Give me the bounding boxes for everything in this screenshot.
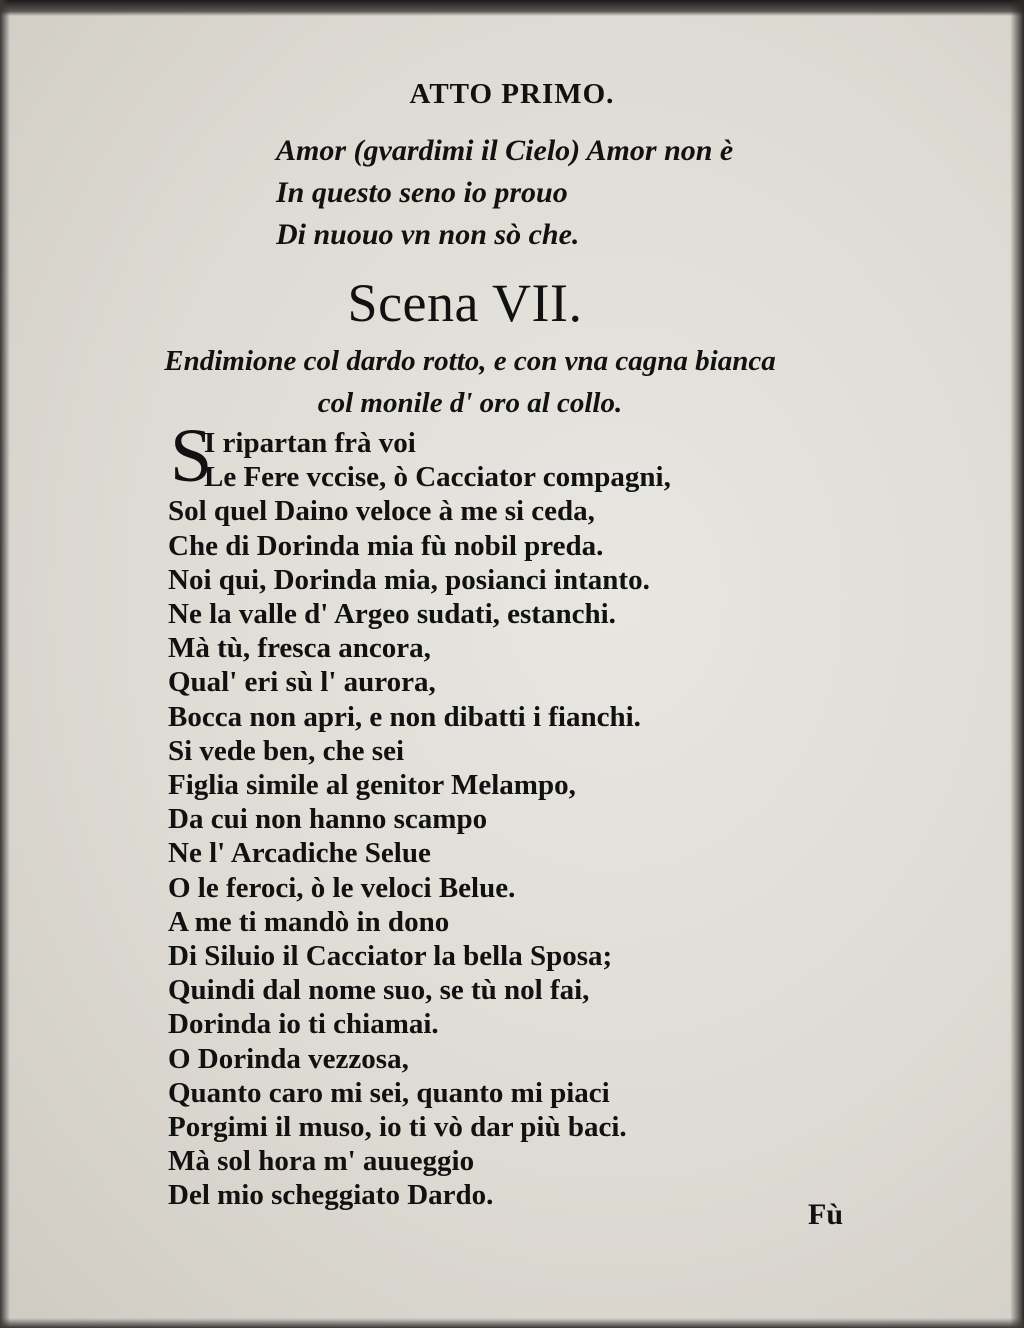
verse-line: I ripartan frà voi [204, 427, 416, 459]
page-edge-top [0, 0, 1024, 16]
verse-line: Da cui non hanno scampo [168, 803, 488, 836]
italic-line: Amor (gvardimi il Cielo) Amor non è [276, 134, 734, 167]
page-edge-bottom [0, 1318, 1024, 1328]
verse-line: Ne l' Arcadiche Selue [168, 837, 431, 870]
verse-line: Quindi dal nome suo, se tù nol fai, [168, 974, 590, 1007]
verse-line: Si vede ben, che sei [168, 734, 405, 767]
verse-line: O Dorinda vezzosa, [168, 1042, 409, 1075]
verse-line: Qual' eri sù l' aurora, [168, 666, 436, 699]
verse-line: Quanto caro mi sei, quanto mi piaci [168, 1076, 610, 1109]
stage-direction [110, 340, 830, 424]
page-edge-right [1010, 0, 1024, 1328]
verse-line: Mà sol hora m' auueggio [168, 1145, 475, 1178]
verse-line: Sol quel Daino veloce à me si ceda, [168, 495, 595, 528]
running-header: ATTO PRIMO. [409, 78, 615, 110]
verse-block [168, 426, 671, 1213]
verse-line: Ne la valle d' Argeo sudati, estanchi. [168, 598, 616, 631]
verse-line: Del mio scheggiato Dardo. [168, 1179, 494, 1212]
scene-title: Scena VII. [347, 273, 583, 333]
verse-line: Porgimi il muso, io ti vò dar più baci. [168, 1111, 627, 1144]
verse-line: Mà tù, fresca ancora, [168, 632, 431, 665]
verse-line: Noi qui, Dorinda mia, posianci intanto. [168, 563, 650, 596]
verse-line: Bocca non apri, e non dibatti i fianchi. [168, 700, 641, 733]
verse-line: A me ti mandò in dono [168, 905, 450, 938]
verse-line: Le Fere vccise, ò Cacciator compagni, [204, 461, 671, 494]
catchword: Fù [808, 1198, 844, 1231]
italic-line: In questo seno io prouo [276, 176, 568, 209]
italic-verse-block [276, 130, 733, 256]
stage-direction-line: Endimione col dardo rotto, e con vna cagna bianca [164, 345, 776, 377]
drop-cap: S [170, 414, 213, 498]
verse-line: Dorinda io ti chiamai. [168, 1008, 439, 1041]
italic-line: Di nuouo vn non sò che. [276, 218, 580, 251]
stage-direction-line: col monile d' oro al collo. [317, 387, 623, 419]
verse-line: Figlia simile al genitor Melampo, [168, 769, 576, 802]
verse-line: Che di Dorinda mia fù nobil preda. [168, 529, 604, 562]
verse-line: O le feroci, ò le veloci Belue. [168, 871, 516, 904]
verse-line: Di Siluio il Cacciator la bella Sposa; [168, 940, 613, 973]
page-edge-left [0, 0, 10, 1328]
